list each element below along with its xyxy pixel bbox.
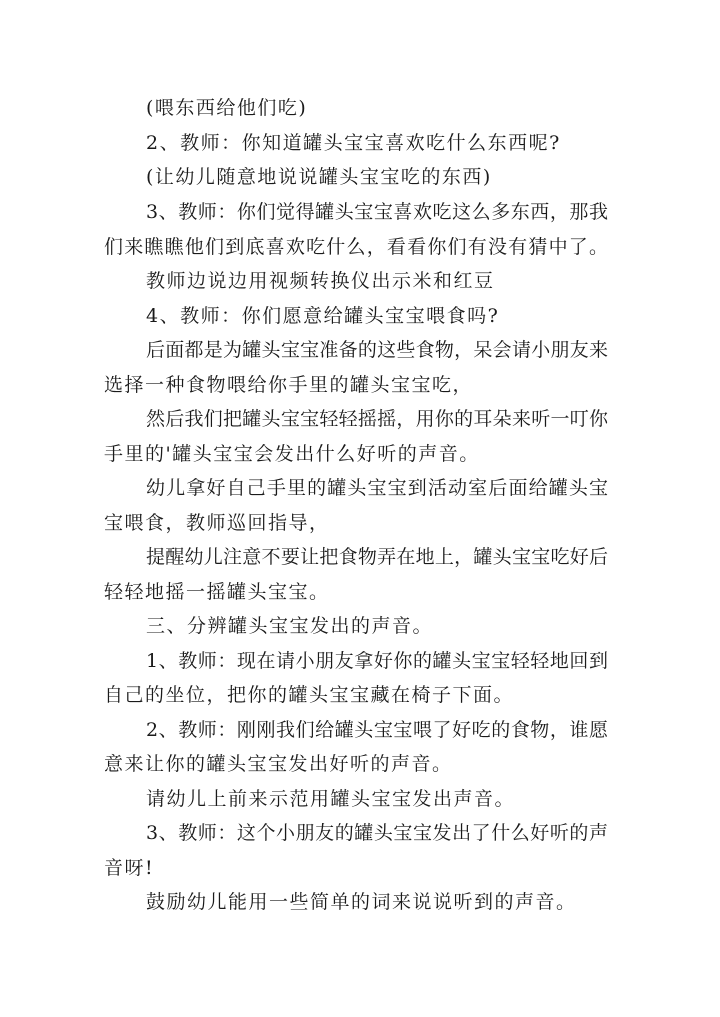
text-line-24: 鼓励幼儿能用一些简单的词来说说听到的声音。 [146,891,577,913]
text-line-4: 3、教师：你们觉得罐头宝宝喜欢吃这么多东西，那我 [146,201,608,223]
text-line-9: 选择一种食物喂给你手里的罐头宝宝吃， [104,374,474,396]
text-line-5: 们来瞧瞧他们到底喜欢吃什么，看看你们有没有猜中了。 [104,236,608,258]
text-line-21: 请幼儿上前来示范用罐头宝宝发出声音。 [146,788,516,810]
text-line-15: 轻轻地摇一摇罐头宝宝。 [104,581,330,603]
text-line-22: 3、教师：这个小朋友的罐头宝宝发出了什么好听的声 [146,822,608,844]
text-line-11: 手里的'罐头宝宝会发出什么好听的声音。 [104,443,480,465]
text-line-2: 2、教师：你知道罐头宝宝喜欢吃什么东西呢? [146,132,561,154]
text-line-23: 音呀! [104,857,155,879]
text-line-20: 意来让你的罐头宝宝发出好听的声音。 [104,753,453,775]
text-line-8: 后面都是为罐头宝宝准备的这些食物，呆会请小朋友来 [146,339,608,361]
text-line-17: 1、教师：现在请小朋友拿好你的罐头宝宝轻轻地回到 [146,650,608,672]
text-line-7: 4、教师：你们愿意给罐头宝宝喂食吗? [146,305,500,327]
text-line-18: 自己的坐位，把你的罐头宝宝藏在椅子下面。 [104,684,515,706]
text-line-14: 提醒幼儿注意不要让把食物弄在地上，罐头宝宝吃好后 [146,546,608,568]
text-line-12: 幼儿拿好自己手里的罐头宝宝到活动室后面给罐头宝 [146,477,608,499]
text-line-3: (让幼儿随意地说说罐头宝宝吃的东西) [146,166,492,188]
text-line-19: 2、教师：刚刚我们给罐头宝宝喂了好吃的食物，谁愿 [146,719,608,741]
text-line-13: 宝喂食，教师巡回指导， [104,512,330,534]
text-line-1: (喂东西给他们吃) [146,97,308,119]
text-line-10: 然后我们把罐头宝宝轻轻摇摇，用你的耳朵来听一叮你 [146,408,608,430]
text-line-6: 教师边说边用视频转换仪出示米和红豆 [146,270,495,292]
text-line-16: 三、分辨罐头宝宝发出的声音。 [146,615,434,637]
